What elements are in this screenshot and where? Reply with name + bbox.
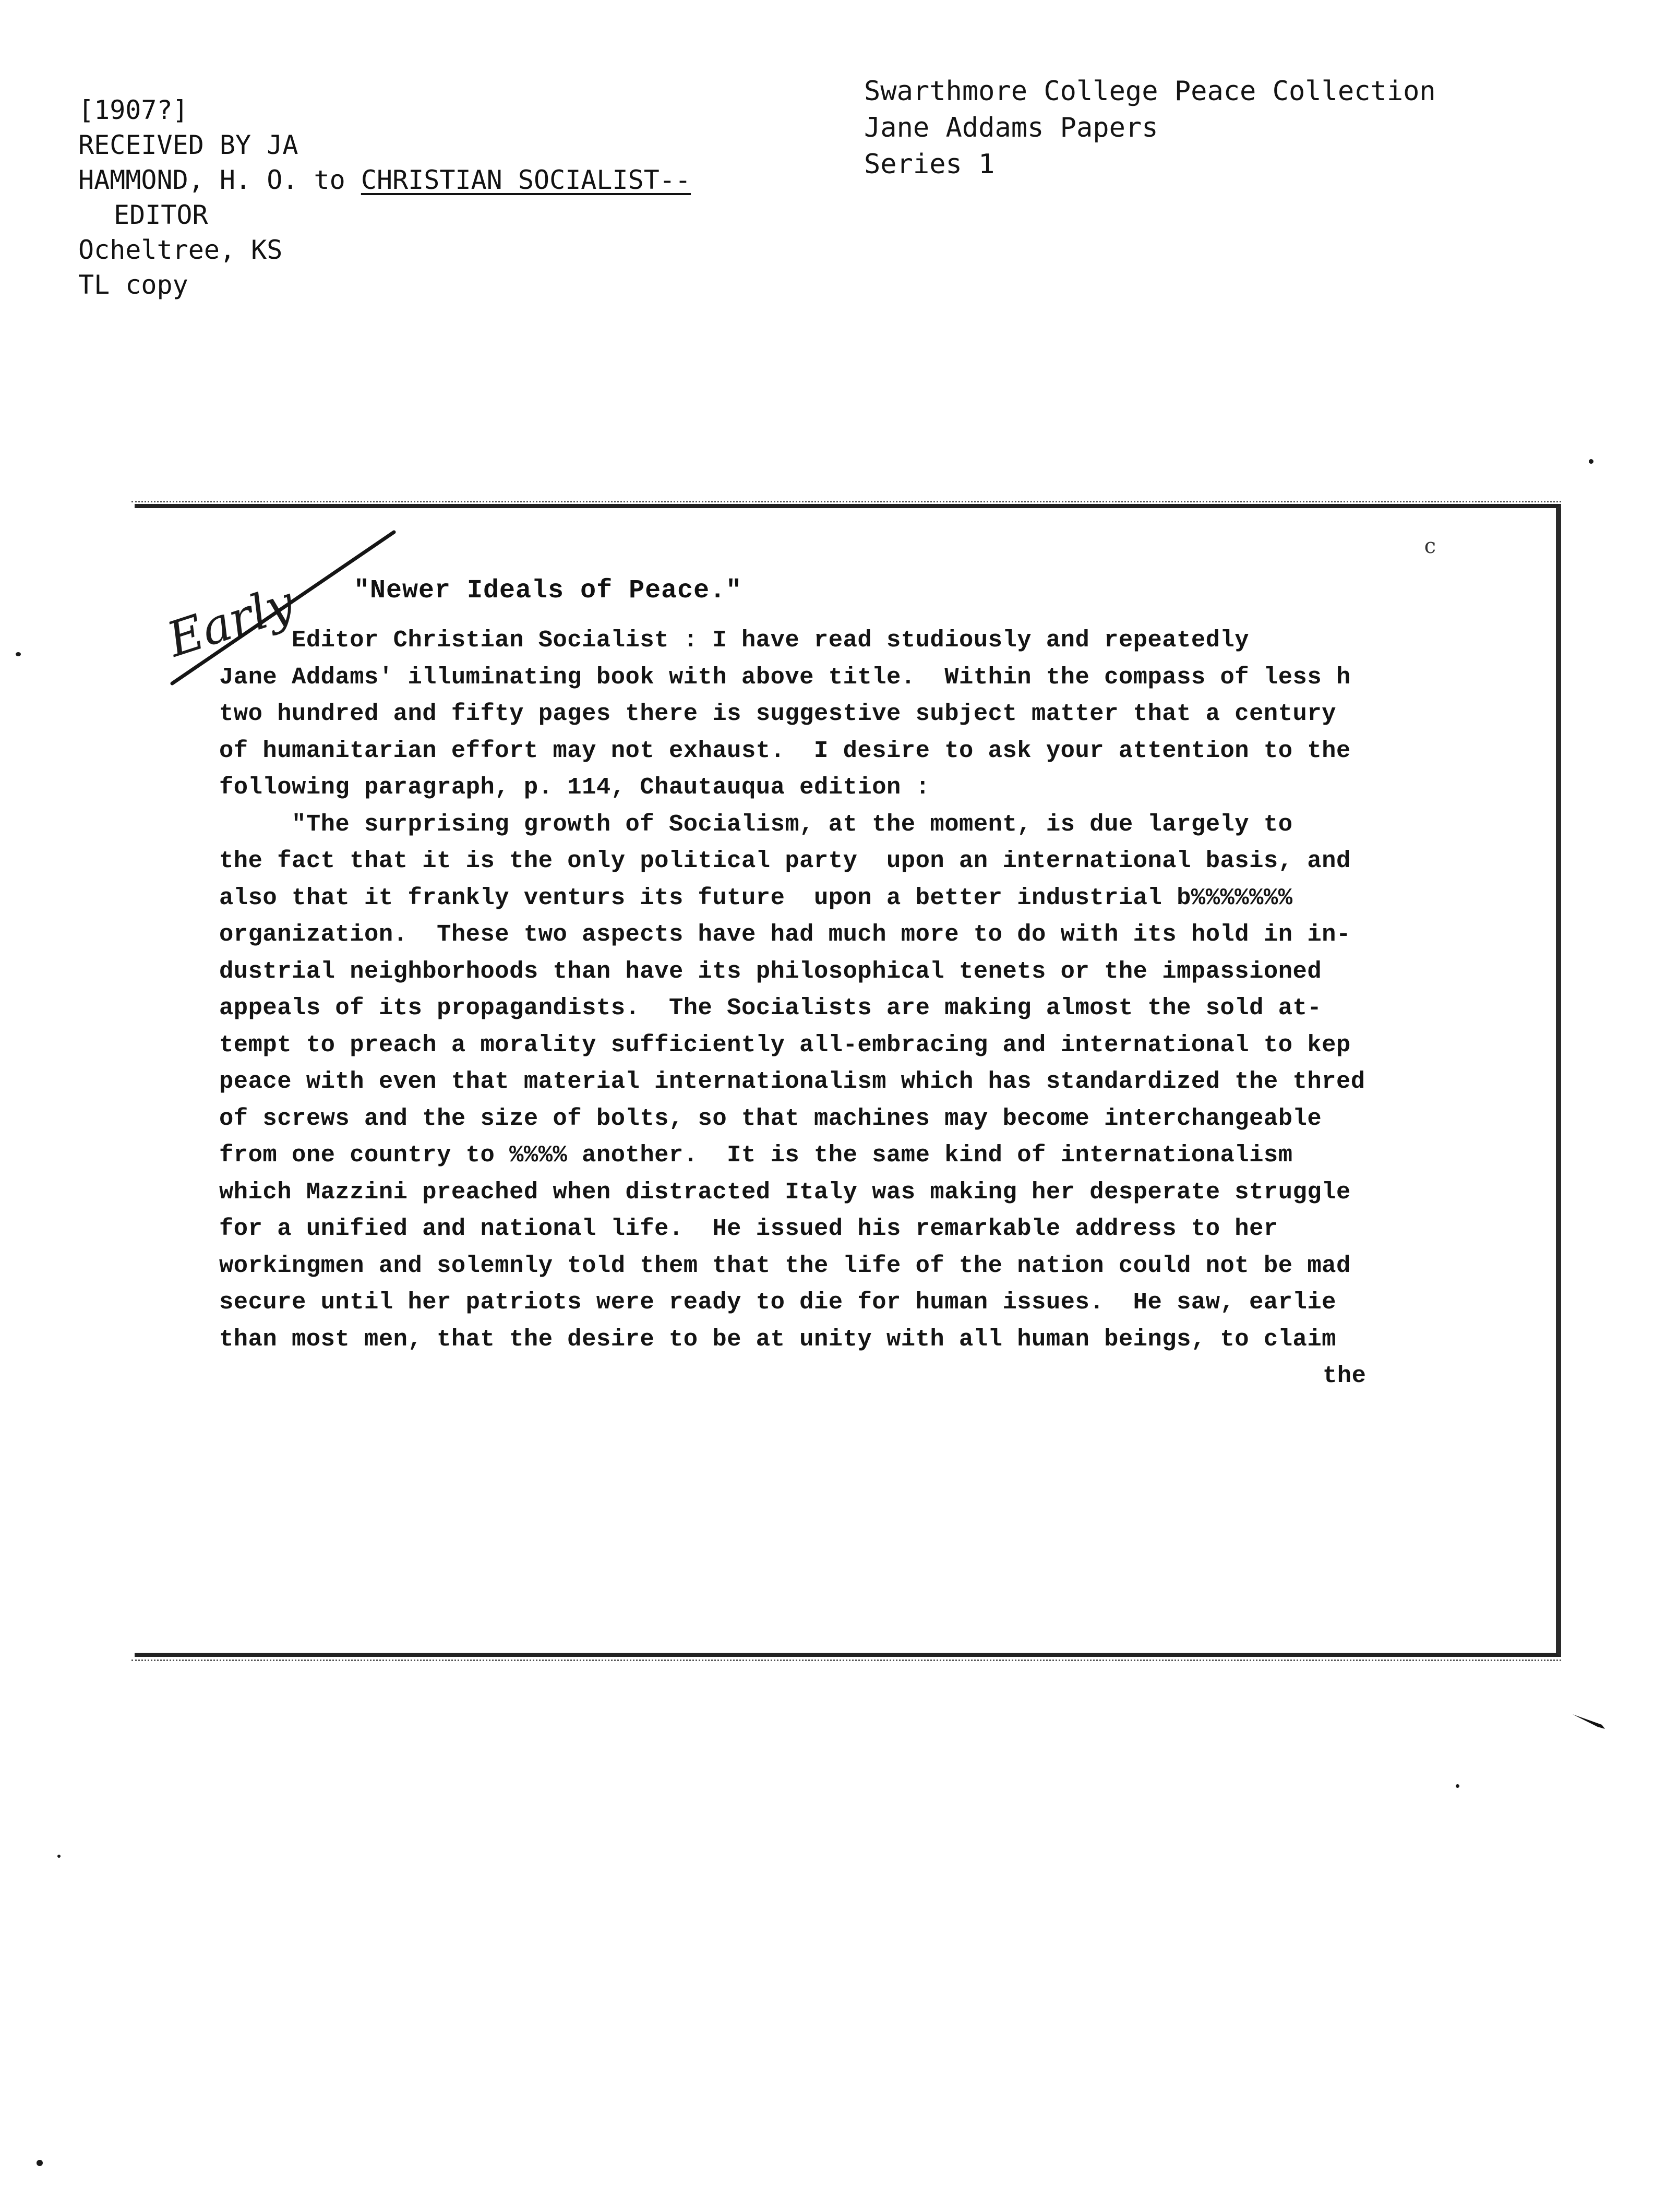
scan-speck [1456,1784,1459,1788]
clipping-line: from one country to %%%% another. It is the same kind of internationalism [219,1141,1293,1169]
date-line: [1907?] [78,95,188,125]
clipping-line: than most men, that the desire to be at unity with all human beings, to claim [219,1325,1336,1353]
clipping-line: of humanitarian effort may not exhaust. I desire to ask your attention to the [219,737,1351,764]
clipping-line: following paragraph, p. 114, Chautauqua edition : [219,774,930,801]
scan-speck [16,652,21,656]
archival-header [78,93,691,303]
clipping-line: Editor Christian Socialist : I have read studiously and repeatedly [219,627,1250,654]
clipping-line: which Mazzini preached when distracted Italy was making her desperate struggle [219,1178,1351,1206]
correspondents-line [78,163,691,198]
scan-speck [57,1855,61,1858]
clipping-line: two hundred and fifty pages there is suggestive subject matter that a century [219,700,1336,727]
place-line: Ocheltree, KS [78,235,283,265]
clipping-title: "Newer Ideals of Peace." [354,576,742,606]
newspaper-clipping [135,504,1561,1657]
recipient-role-line: EDITOR [114,200,208,230]
clipping-line: workingmen and solemnly told them that the life of the nation could not be mad [219,1252,1351,1279]
sender: HAMMOND, H. O. to [78,165,361,195]
continuation-word: the [1323,1362,1367,1389]
clipping-line: secure until her patriots were ready to die for human issues. He saw, earlie [219,1289,1336,1316]
clipping-line: appeals of its propagandists. The Socialists are making almost the sold at- [219,994,1322,1021]
recipient-underlined: CHRISTIAN SOCIALIST-- [361,165,691,195]
collection-name: Swarthmore College Peace Collection [864,76,1436,107]
scan-speck [1589,459,1593,464]
clipping-line: dustrial neighborhoods than have its philosophical tenets or the impassioned [219,957,1322,985]
scan-speck [37,2160,43,2166]
clipping-line: of screws and the size of bolts, so that machines may become interchangeable [219,1104,1322,1132]
handwritten-early-text: Early [160,575,301,668]
corner-mark: c [1424,534,1436,558]
clipping-line: for a unified and national life. He issued his remarkable address to her [219,1215,1278,1242]
clipping-line: organization. These two aspects have had much more to do with its hold in in- [219,921,1351,948]
collection-info [864,73,1436,183]
papers-name: Jane Addams Papers [864,112,1158,143]
clipping-line: tempt to preach a morality sufficiently all-embracing and international to kep [219,1031,1351,1059]
clipping-line: Jane Addams' illuminating book with above title. Within the compass of less h [219,663,1351,691]
received-line: RECEIVED BY JA [78,130,298,160]
copy-type-line: TL copy [78,270,188,300]
series-label: Series 1 [864,149,995,180]
clipping-line: the fact that it is the only political party upon an international basis, and [219,847,1351,874]
clipping-body [219,622,1524,1394]
clipping-line: peace with even that material internationalism which has standardized the thred [219,1068,1365,1095]
scan-edge-mark [1571,1711,1607,1730]
clipping-line: "The surprising growth of Socialism, at the moment, is due largely to [219,810,1293,838]
clipping-line: also that it frankly venturs its future upon a better industrial b%%%%%%% [219,884,1293,911]
